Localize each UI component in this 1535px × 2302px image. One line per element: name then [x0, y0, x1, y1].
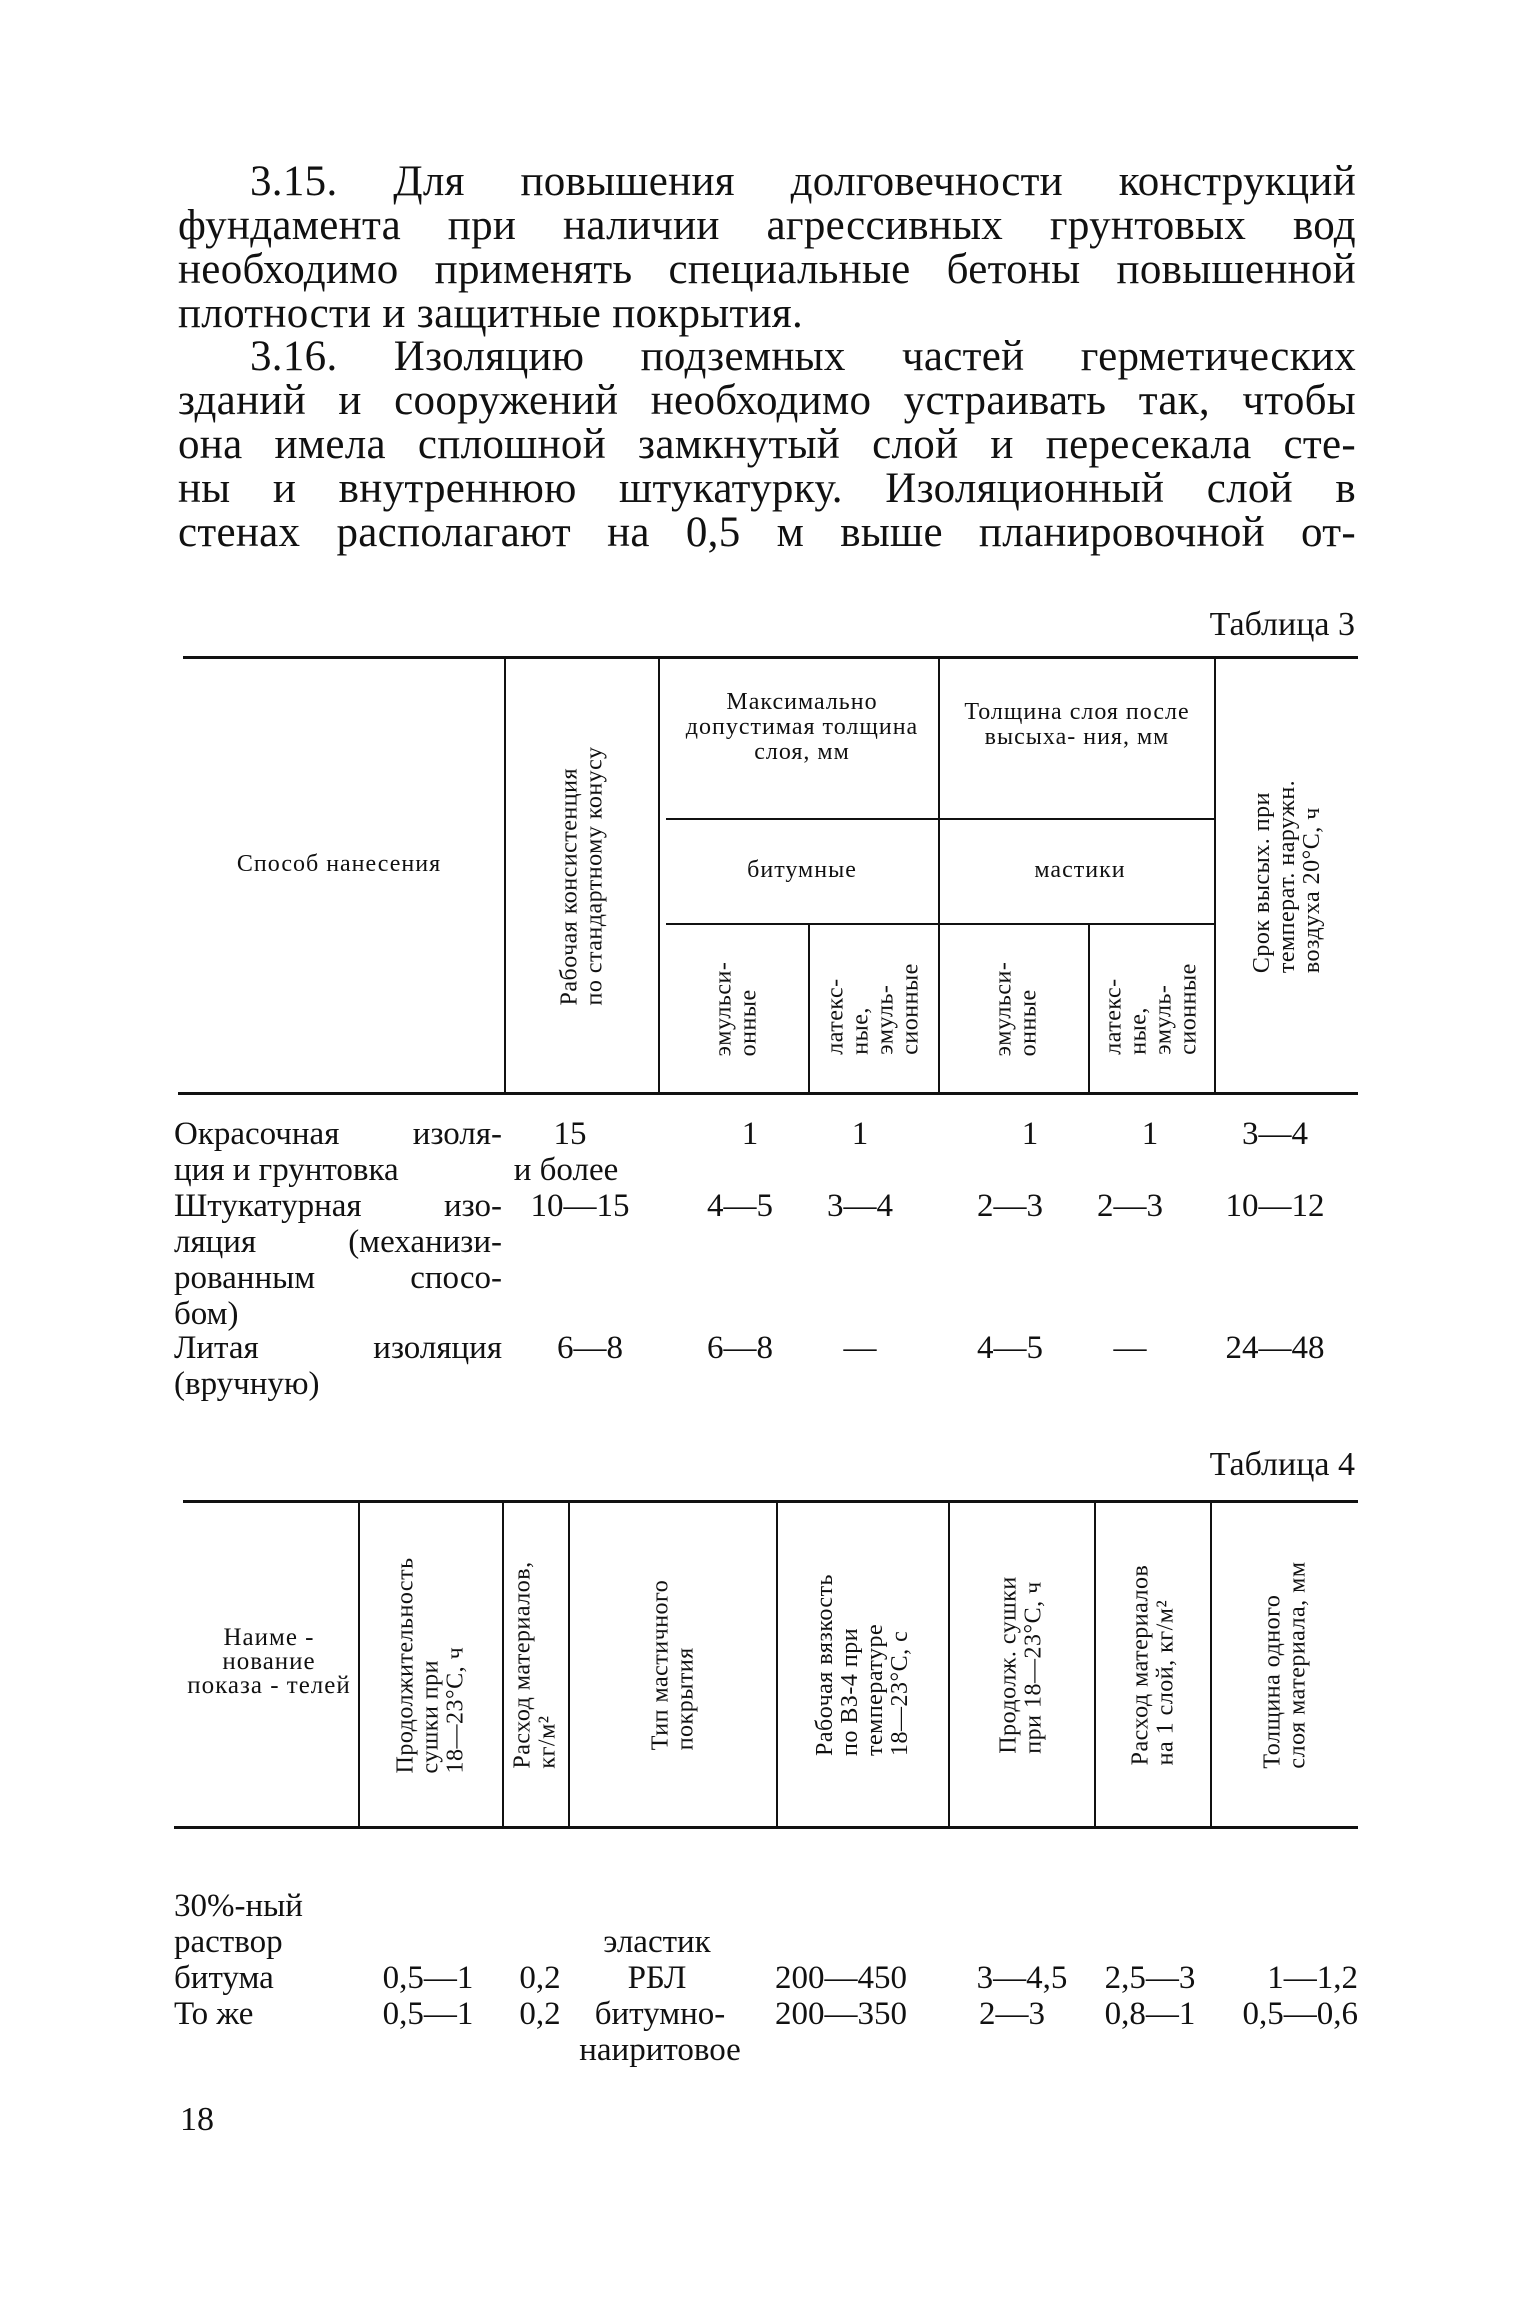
table3-row2-bit-emulsion: 4—5: [707, 1188, 773, 1224]
table3-row1-mas-emulsion: 1: [1021, 1116, 1039, 1152]
table3-top-rule: [183, 656, 1358, 659]
table3-row2-bit-latex: 3—4: [827, 1188, 893, 1224]
table4-vrule: [1094, 1503, 1096, 1826]
paragraph-line: она имела сплошной замкнутый слой и пересекала сте-: [178, 421, 1356, 468]
table4-header-mastic-type: Тип мастичного покрытия: [646, 1579, 698, 1751]
table4-row1-consumption-layer: 2,5—3: [1104, 1960, 1196, 1996]
table3-vrule: [938, 659, 940, 1092]
paragraph-line: зданий и сооружений необходимо устраивать так, чтобы: [178, 377, 1356, 424]
table3-vrule: [1088, 925, 1090, 1092]
table4-header-drying2: Продолж. сушки при 18—23°С, ч: [996, 1576, 1048, 1754]
table3-row1-consistency-extra: и более: [513, 1152, 619, 1188]
table3-row3-bit-latex: —: [843, 1330, 877, 1366]
table4-vrule: [568, 1503, 570, 1826]
table4-vrule: [358, 1503, 360, 1826]
paragraph-3-15: [178, 160, 1356, 336]
paragraph-line: ны и внутреннюю штукатурку. Изоляционный слой в: [178, 465, 1356, 512]
table3-vrule: [808, 925, 810, 1092]
table3-row3-mas-latex: —: [1113, 1330, 1147, 1366]
table4-header-consumption-layer: Расход материалов на 1 слой, кг/м²: [1127, 1564, 1178, 1766]
table3-header-mastics: мастики: [1034, 857, 1126, 883]
table4-row1-consumption: 0,2: [519, 1960, 561, 1996]
table3-subhead-rule: [666, 818, 1214, 820]
paragraph-line: 3.16. Изоляцию подземных частей герметических: [250, 333, 1356, 380]
table4-row1-layer-thickness: 1—1,2: [1267, 1960, 1358, 1996]
table3-subhead-rule-2: [666, 923, 1214, 925]
page-number: 18: [180, 2101, 214, 2138]
table3-header-mas-emulsion: эмульси- онные: [989, 961, 1041, 1057]
table4-row2-layer-thickness: 0,5—0,6: [1242, 1996, 1358, 2032]
table4-vrule: [1210, 1503, 1212, 1826]
table4-header-name: Наиме - нование показа - телей: [187, 1624, 351, 1699]
table3-header-bit-emulsion: эмульси- онные: [709, 961, 761, 1057]
table3-row2-drying: 10—12: [1225, 1188, 1325, 1224]
table4-header-drying-duration: Продолжительность сушки при 18—23°С, ч: [392, 1556, 469, 1774]
paragraph-line: плотности и защитные покрытия.: [178, 290, 804, 337]
table4-row2-consumption-layer: 0,8—1: [1104, 1996, 1196, 2032]
table4-header-viscosity: Рабочая вязкость по ВЗ-4 при температуре 18—23°С, с: [812, 1573, 914, 1757]
table3-header-bitumen: битумные: [747, 857, 857, 883]
table3-row1-drying: 3—4: [1242, 1116, 1308, 1152]
table3-caption: Таблица 3: [1209, 606, 1355, 643]
table3-row3-consistency: 6—8: [557, 1330, 623, 1366]
table3-header-consistency: Рабочая консистенция по стандартному конусу: [556, 746, 608, 1006]
table3-row3-mas-emulsion: 4—5: [977, 1330, 1043, 1366]
table3-vrule: [1214, 659, 1216, 1092]
table4-row1-name: 30%-ный раствор битума: [174, 1888, 303, 1996]
table3-row3-name: Литая изоляция (вручную): [174, 1330, 502, 1402]
table3-row1-mas-latex: 1: [1141, 1116, 1159, 1152]
table4-vrule: [776, 1503, 778, 1826]
table4-header-consumption: Расход материалов, кг/м²: [510, 1561, 561, 1769]
table3-row2-mas-emulsion: 2—3: [977, 1188, 1043, 1224]
table4-row1-viscosity: 200—450: [775, 1960, 907, 1996]
table3-header-mas-latex: латекс- ные, эмуль- сионные: [1101, 963, 1202, 1055]
paragraph-line: фундамента при наличии агрессивных грунтовых вод: [178, 202, 1356, 249]
table4-row2-name: То же: [174, 1996, 254, 2032]
table3-row3-drying: 24—48: [1225, 1330, 1325, 1366]
table3-header-dry-thickness: Толщина слоя после высыха- ния, мм: [964, 699, 1190, 750]
table4-row2-mastic-type: битумно- наиритовое: [579, 1996, 741, 2068]
table4-row2-viscosity: 200—350: [775, 1996, 907, 2032]
table3-header-method: Способ нанесения: [236, 851, 442, 877]
table3-row2-mas-latex: 2—3: [1097, 1188, 1163, 1224]
paragraph-3-16: [178, 335, 1356, 555]
table3-header-drying-time: Срок высых. при температ. наружн. воздуха 20°С, ч: [1249, 779, 1326, 973]
table3-row1-bit-emulsion: 1: [741, 1116, 759, 1152]
table4-row1-drying-duration: 0,5—1: [382, 1960, 474, 1996]
table3-row3-bit-emulsion: 6—8: [707, 1330, 773, 1366]
table4-vrule: [948, 1503, 950, 1826]
table4-row1-drying2: 3—4,5: [976, 1960, 1068, 1996]
table3-vrule: [504, 659, 506, 1092]
paragraph-line: стенах располагают на 0,5 м выше планировочной от-: [178, 509, 1356, 556]
table3-row1-name: Окрасочная изоля- ция и грунтовка: [174, 1116, 502, 1188]
table4-row2-consumption: 0,2: [519, 1996, 561, 2032]
table3-row1-consistency: 15: [553, 1116, 587, 1152]
table3-header-bottom-rule: [178, 1092, 1358, 1095]
table4-caption: Таблица 4: [1209, 1446, 1355, 1483]
paragraph-line: 3.15. Для повышения долговечности конструкций: [250, 158, 1356, 205]
table3-header-bit-latex: латекс- ные, эмуль- сионные: [823, 963, 924, 1055]
table3-vrule: [658, 659, 660, 1092]
table4-vrule: [502, 1503, 504, 1826]
table3-row2-name: Штукатурная изо- ляция (механизи- рованным спосо- бом): [174, 1188, 502, 1332]
table4-header-layer-thickness: Толщина одного слоя материала, мм: [1260, 1561, 1311, 1769]
table3-row1-bit-latex: 1: [851, 1116, 869, 1152]
table4-header-bottom-rule: [174, 1826, 1358, 1829]
table3-header-max-thickness: Максимально допустимая толщина слоя, мм: [685, 689, 919, 765]
table4-row1-mastic-type: эластик РБЛ: [603, 1924, 711, 1996]
table4-row2-drying2: 2—3: [979, 1996, 1045, 2032]
table4-row2-drying-duration: 0,5—1: [382, 1996, 474, 2032]
table3-row2-consistency: 10—15: [530, 1188, 630, 1224]
paragraph-line: необходимо применять специальные бетоны повышенной: [178, 246, 1356, 293]
